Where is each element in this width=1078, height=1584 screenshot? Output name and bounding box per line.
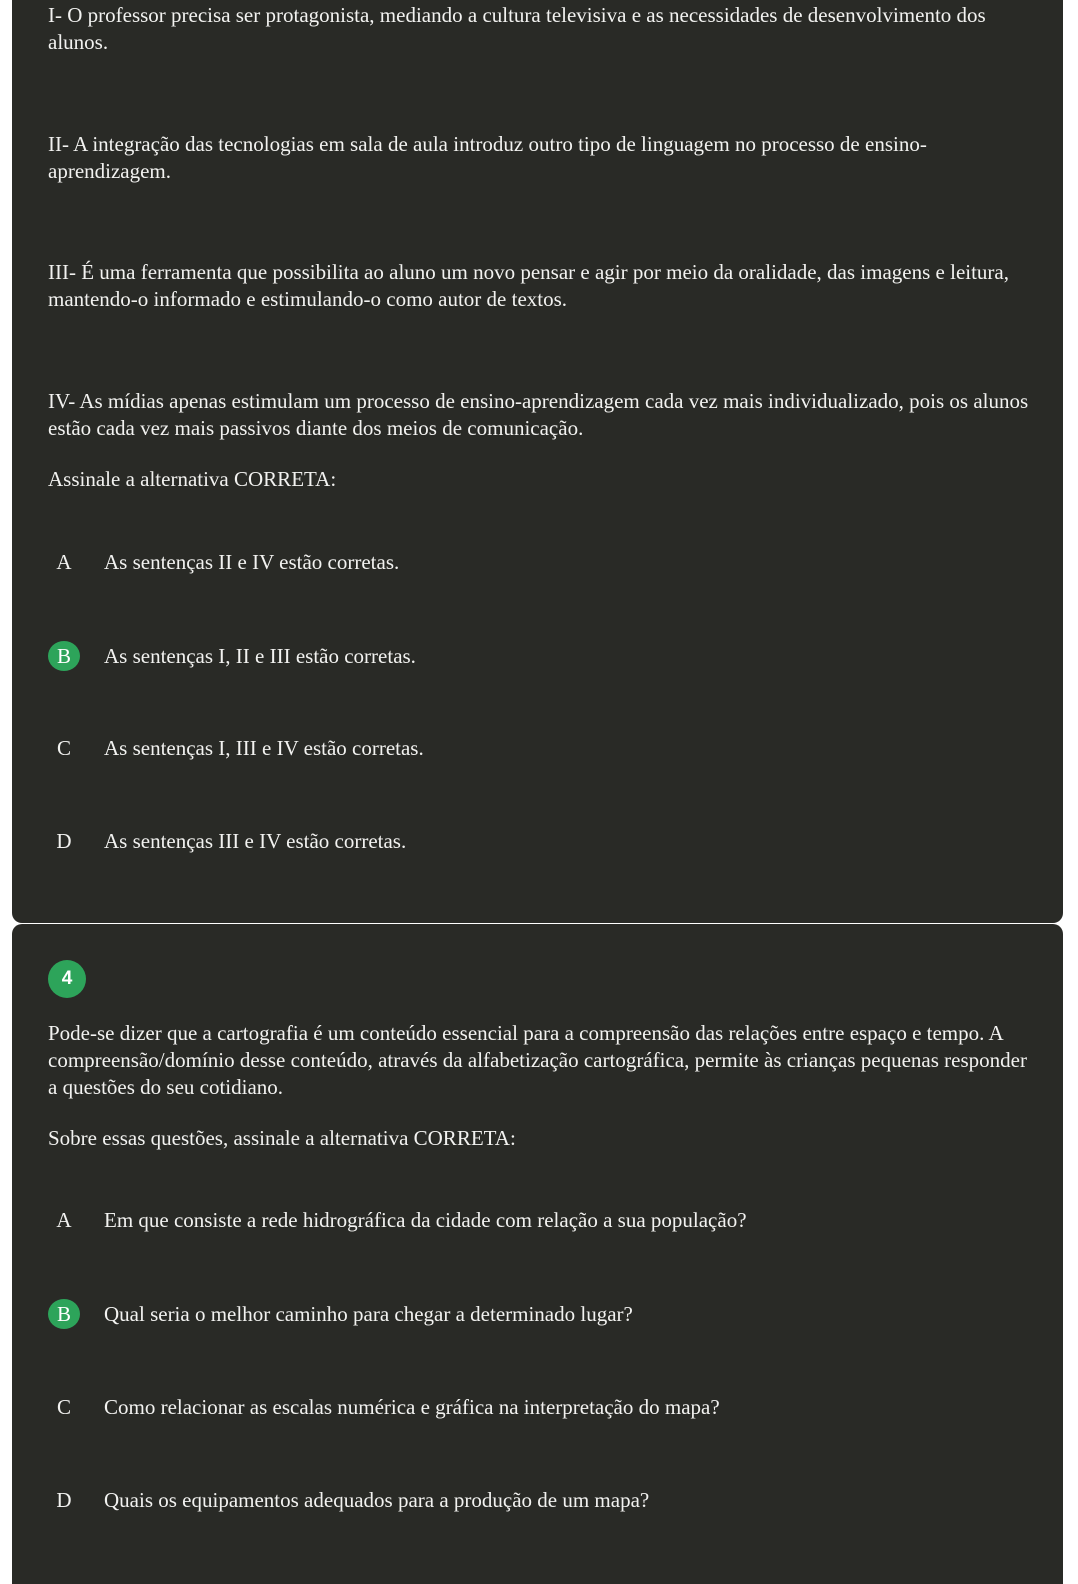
question-4-card (12, 924, 1063, 1584)
option-text: As sentenças II e IV estão corretas. (104, 550, 400, 574)
question-3-prompt: Assinale a alternativa CORRETA: (48, 467, 337, 491)
option-letter: A (56, 1208, 72, 1232)
question-number-badge: 4 (48, 960, 86, 998)
question-3-option-c[interactable] (48, 733, 1038, 763)
option-letter: D (56, 1488, 72, 1512)
question-3-option-a[interactable] (48, 547, 1038, 577)
question-3-option-d[interactable] (48, 826, 1038, 856)
option-letter-selected: B (48, 1299, 80, 1329)
option-letter-selected: B (48, 641, 80, 671)
question-3-card (12, 0, 1063, 923)
option-letter: D (56, 829, 72, 853)
question-3-option-b[interactable] (48, 641, 1038, 671)
option-letter: C (56, 736, 71, 760)
option-text: Quais os equipamentos adequados para a produção de um mapa? (104, 1488, 650, 1512)
option-text: As sentenças III e IV estão corretas. (104, 829, 407, 853)
question-4-option-b[interactable] (48, 1299, 1038, 1329)
option-text: As sentenças I, II e III estão corretas. (104, 644, 416, 668)
question-4-option-a[interactable] (48, 1205, 1038, 1235)
question-4-option-d[interactable] (48, 1485, 1038, 1515)
question-4-prompt: Sobre essas questões, assinale a alternativa CORRETA: (48, 1126, 516, 1150)
statement-1: I- O professor precisa ser protagonista, mediando a cultura televisiva e as necessidades de desenvolvimento dos alunos. (48, 3, 986, 54)
option-text: Em que consiste a rede hidrográfica da cidade com relação a sua população? (104, 1208, 747, 1232)
option-text: Como relacionar as escalas numérica e gráfica na interpretação do mapa? (104, 1395, 720, 1419)
option-letter: A (56, 550, 72, 574)
option-text: Qual seria o melhor caminho para chegar a determinado lugar? (104, 1302, 633, 1326)
statement-2: II- A integração das tecnologias em sala de aula introduz outro tipo de linguagem no processo de ensino-aprendizagem. (48, 132, 927, 183)
option-text: As sentenças I, III e IV estão corretas. (104, 736, 424, 760)
statement-4: IV- As mídias apenas estimulam um processo de ensino-aprendizagem cada vez mais individualizado, pois os alunos estão cada vez mais passivos diante dos meios de comunicação. (48, 389, 1029, 440)
option-letter: C (56, 1395, 71, 1419)
statement-3: III- É uma ferramenta que possibilita ao aluno um novo pensar e agir por meio da oralidade, das imagens e leitura, mantendo-o informado e estimulando-o como autor de textos. (48, 260, 1009, 311)
question-4-option-c[interactable] (48, 1392, 1038, 1422)
question-4-text: Pode-se dizer que a cartografia é um conteúdo essencial para a compreensão das relações entre espaço e tempo. A compreensão/domínio desse conteúdo, através da alfabetização cartográfica, permite às crianças pequenas responder a questões do seu cotidiano. (48, 1021, 1027, 1099)
